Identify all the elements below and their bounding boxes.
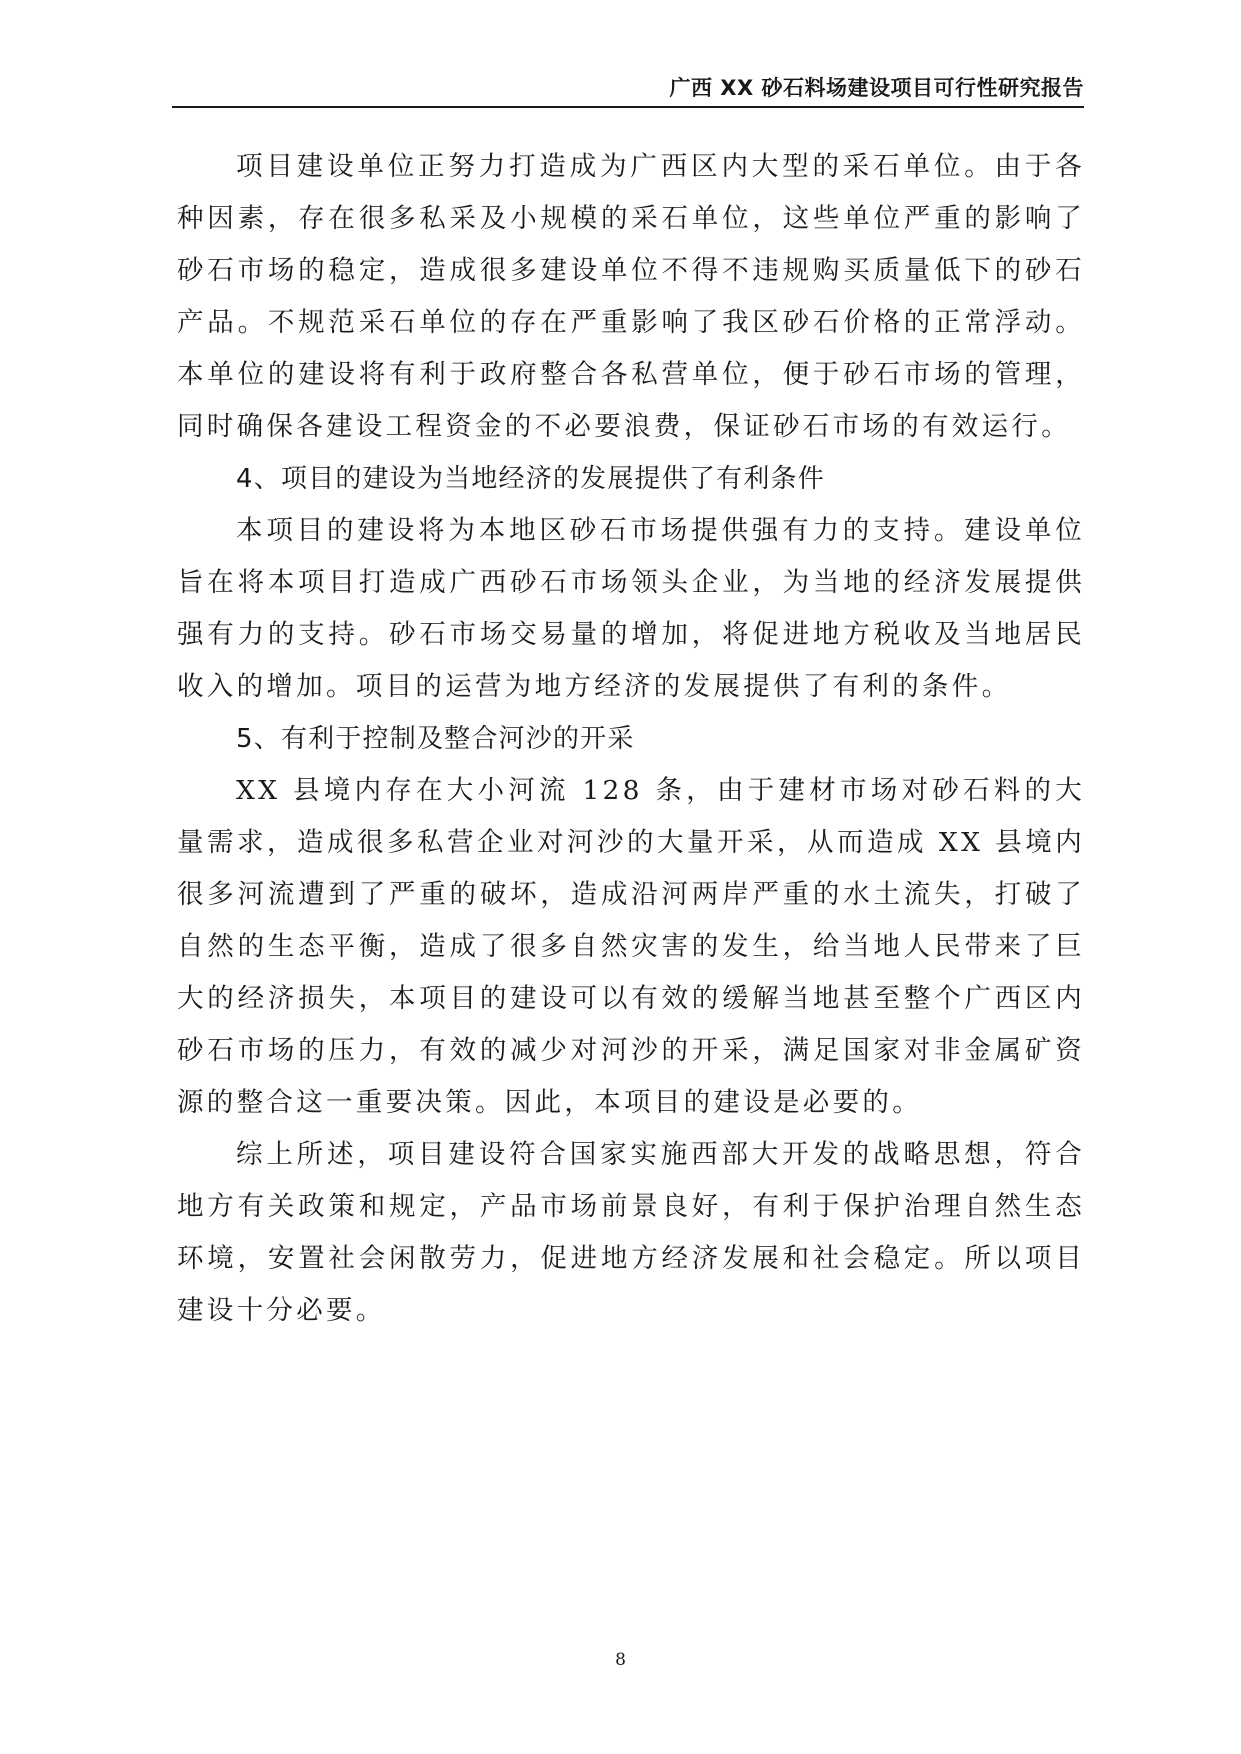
paragraph-unit-goal: 项目建设单位正努力打造成为广西区内大型的采石单位。由于各种因素，存在很多私采及小规模的采石单位，这些单位严重的影响了砂石市场的稳定，造成很多建设单位不得不违规购买质量低下的砂石产品。不规范采石单位的存在严重影响了我区砂石价格的正常浮动。本单位的建设将有利于政府整合各私营单位，便于砂石市场的管理，同时确保各建设工程资金的不必要浪费，保证砂石市场的有效运行。 [177, 151, 1085, 442]
page-header [172, 70, 1084, 108]
document-title: 广西 XX 砂石料场建设项目可行性研究报告 [669, 76, 1084, 100]
paragraph-conclusion: 综上所述，项目建设符合国家实施西部大开发的战略思想，符合地方有关政策和规定，产品市场前景良好，有利于保护治理自然生态环境，安置社会闲散劳力，促进地方经济发展和社会稳定。所以项目建设十分必要。 [177, 1139, 1085, 1326]
section-heading-5: 5、有利于控制及整合河沙的开采 [236, 724, 635, 754]
paragraph-river-sand: XX 县境内存在大小河流 128 条，由于建材市场对砂石料的大量需求，造成很多私营企业对河沙的大量开采，从而造成 XX 县境内很多河流遭到了严重的破坏，造成沿河两岸严重的水土流失，打破了自然的生态平衡，造成了很多自然灾害的发生，给当地人民带来了巨大的经济损失，本项目的建设可以有效的缓解当地甚至整个广西区内砂石市场的压力，有效的减少对河沙的开采，满足国家对非金属矿资源的整合这一重要决策。因此，本项目的建设是必要的。 [177, 775, 1085, 1118]
section-heading-4: 4、项目的建设为当地经济的发展提供了有利条件 [236, 464, 825, 494]
page-number: 8 [615, 1650, 626, 1670]
paragraph-local-economy: 本项目的建设将为本地区砂石市场提供强有力的支持。建设单位旨在将本项目打造成广西砂石市场领头企业，为当地的经济发展提供强有力的支持。砂石市场交易量的增加，将促进地方税收及当地居民收入的增加。项目的运营为地方经济的发展提供了有利的条件。 [177, 515, 1085, 702]
document-body [177, 141, 1085, 1337]
